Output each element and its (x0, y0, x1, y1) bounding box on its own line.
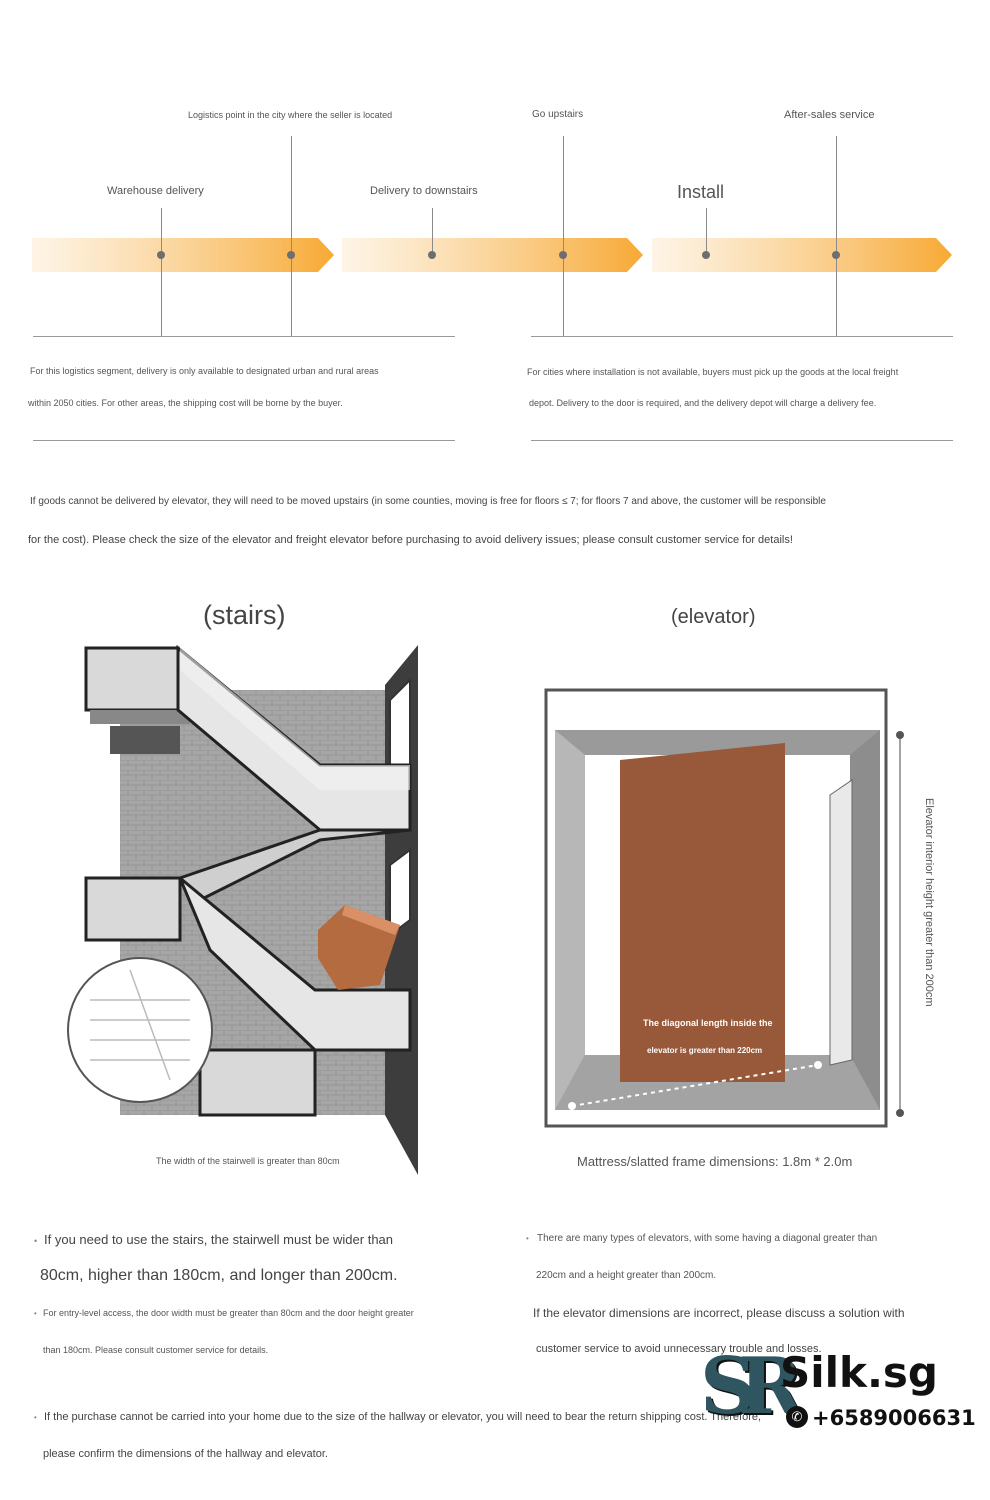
connector-logistics (291, 136, 292, 336)
timeline-arrows (0, 0, 990, 300)
intro-line2: for the cost). Please check the size of the elevator and freight elevator before purchasing to avoid delivery issues; please consult customer service for details! (28, 534, 793, 546)
milestone-dot (157, 251, 165, 259)
stairs-illustration (60, 640, 430, 1180)
left-bullet2-line1: For entry-level access, the door width must be greater than 80cm and the door height greater (43, 1308, 414, 1318)
diagonal-label-line2: elevator is greater than 220cm (647, 1046, 763, 1055)
intro-line1: If goods cannot be delivered by elevator, they will need to be moved upstairs (in some counties, moving is free for floors ≤ 7; for floors 7 and above, the customer will be responsible (30, 496, 826, 507)
bullet-dot: • (34, 1413, 37, 1422)
milestone-dot (428, 251, 436, 259)
note-right-line2: depot. Delivery to the door is required, and the delivery depot will charge a delivery fee. (529, 398, 877, 408)
elevator-caption: Mattress/slatted frame dimensions: 1.8m * 2.0m (577, 1154, 853, 1169)
diagonal-label-line1: The diagonal length inside the (643, 1018, 773, 1028)
milestone-dot (702, 251, 710, 259)
left-bullet1-line1: If you need to use the stairs, the stairwell must be wider than (44, 1232, 394, 1247)
note-right-line1: For cities where installation is not available, buyers must pick up the goods at the local freight (527, 367, 899, 377)
right-bullet-line1: There are many types of elevators, with some having a diagonal greater than (537, 1233, 878, 1244)
label-after-sales: After-sales service (784, 109, 875, 121)
milestone-dot (832, 251, 840, 259)
mattress (620, 743, 785, 1082)
watermark-phone: +6589006631 (812, 1406, 976, 1430)
right-bullet-line2: 220cm and a height greater than 200cm. (536, 1270, 717, 1281)
right-bullet-line3: If the elevator dimensions are incorrect, please discuss a solution with (533, 1306, 905, 1320)
footer-line2: please confirm the dimensions of the hallway and elevator. (43, 1448, 328, 1460)
divider (33, 440, 455, 441)
note-left-line2: within 2050 cities. For other areas, the shipping cost will be borne by the buyer. (28, 398, 343, 408)
connector-upstairs (563, 136, 564, 336)
height-label: Elevator interior height greater than 200cm (923, 798, 935, 1007)
label-delivery-downstairs: Delivery to downstairs (370, 185, 478, 197)
bullet-dot: • (34, 1236, 38, 1246)
divider (531, 440, 953, 441)
connector-aftersales (836, 136, 837, 336)
elevator-title: (elevator) (671, 606, 756, 628)
watermark (700, 1341, 976, 1448)
label-logistics-point: Logistics point in the city where the seller is located (188, 110, 393, 120)
arrow-segment-3 (652, 238, 952, 272)
label-install: Install (677, 182, 725, 202)
divider (33, 336, 455, 337)
label-warehouse-delivery: Warehouse delivery (107, 185, 204, 197)
bullet-dot: • (526, 1234, 529, 1243)
left-bullet2-line2: than 180cm. Please consult customer service for details. (43, 1345, 269, 1355)
watermark-brand: Silk.sg (780, 1348, 938, 1397)
watermark-logo: SR (700, 1341, 786, 1432)
note-left-line1: For this logistics segment, delivery is only available to designated urban and rural areas (30, 366, 379, 376)
connector-install (706, 208, 707, 256)
whatsapp-icon: ✆ (786, 1406, 808, 1428)
arrow-segment-2 (342, 238, 643, 272)
stairs-title: (stairs) (203, 600, 286, 630)
left-bullet1-line2: 80cm, higher than 180cm, and longer than 200cm. (40, 1267, 398, 1284)
label-go-upstairs: Go upstairs (532, 109, 584, 120)
connector-downstairs (432, 208, 433, 256)
milestone-dot (287, 251, 295, 259)
bullet-dot: • (34, 1309, 37, 1318)
right-bullet-line4: customer service to avoid unnecessary trouble and losses. (536, 1343, 822, 1355)
milestone-dot (559, 251, 567, 259)
elevator-illustration (540, 685, 940, 1130)
divider (531, 336, 953, 337)
footer-line1: If the purchase cannot be carried into your home due to the size of the hallway or elevator, you will need to bear the return shipping cost. Therefore, (44, 1411, 762, 1423)
connector-warehouse (161, 208, 162, 336)
stairs-caption: The width of the stairwell is greater than 80cm (156, 1156, 340, 1166)
